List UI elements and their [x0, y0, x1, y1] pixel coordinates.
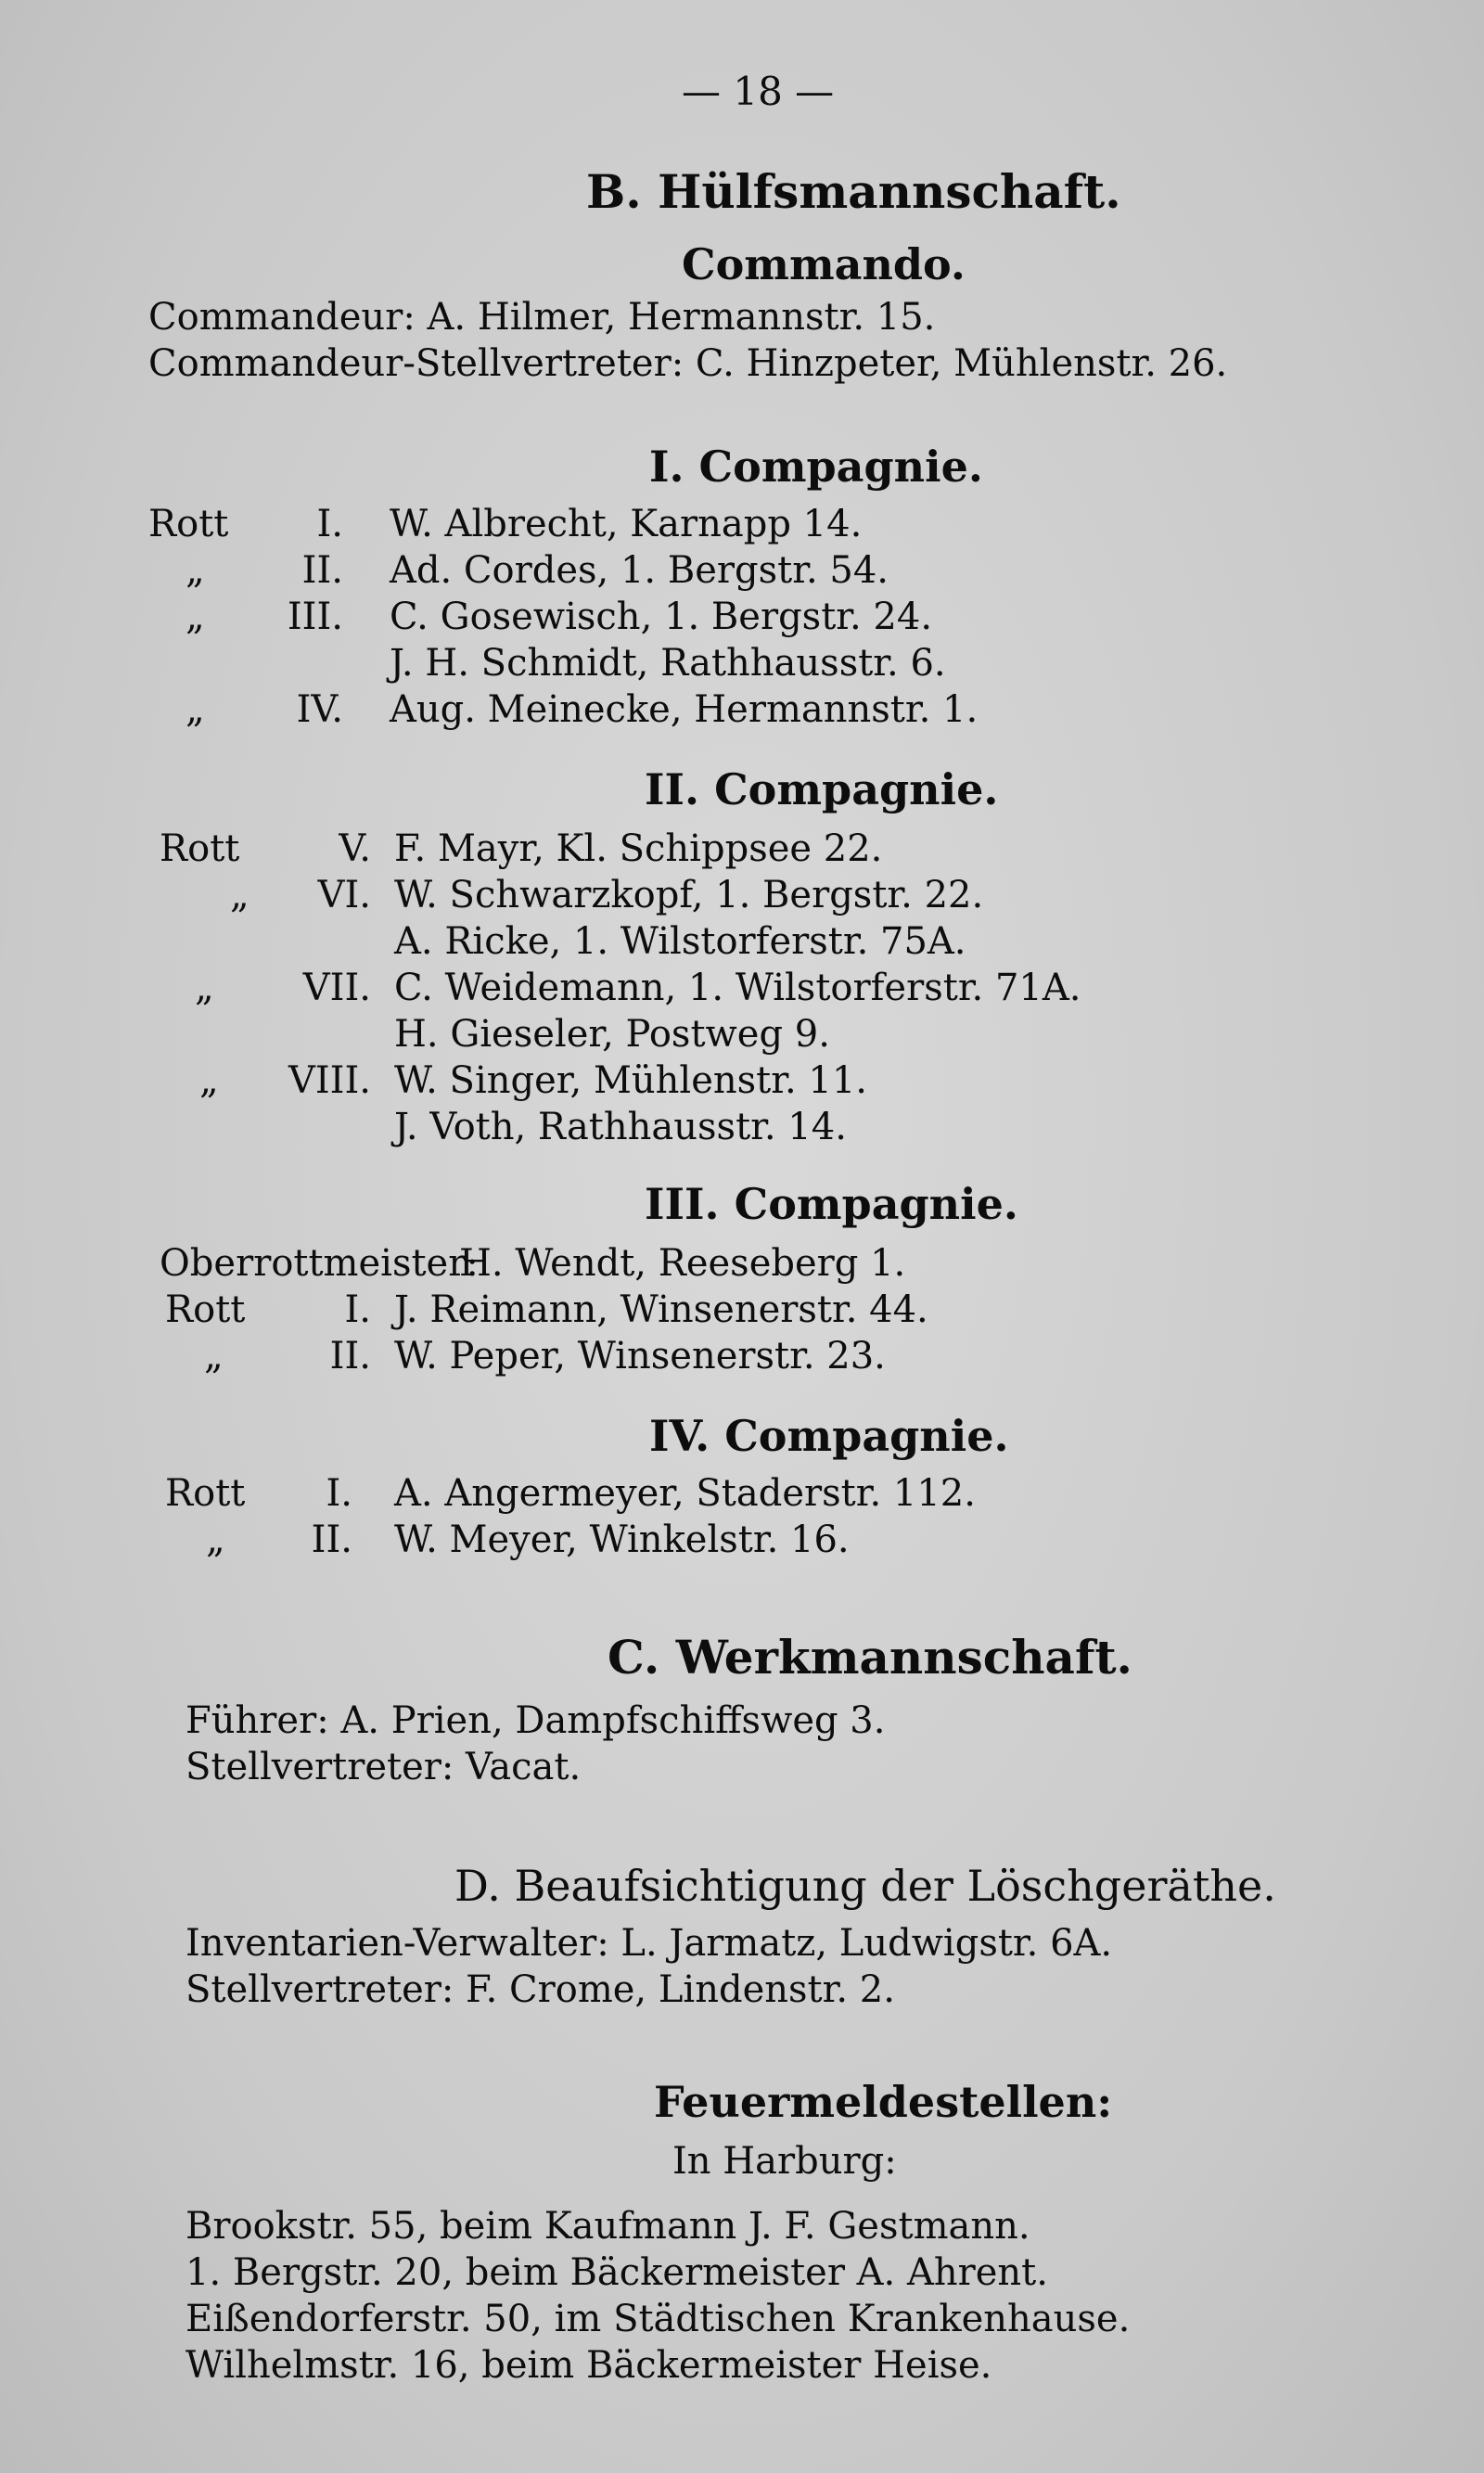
company-heading: III. Compagnie. — [645, 1179, 1018, 1229]
row-text: C. Gosewisch, 1. Bergstr. 24. — [390, 596, 933, 638]
row-number: I. — [316, 503, 343, 545]
row-text: J. H. Schmidt, Rathhausstr. 6. — [390, 642, 946, 685]
feuermelde-line: Wilhelmstr. 16, beim Bäckermeister Heise. — [186, 2344, 992, 2387]
row-label: „ — [230, 874, 249, 916]
row-text: W. Singer, Mühlenstr. 11. — [394, 1059, 868, 1102]
row-number: II. — [311, 1518, 352, 1561]
row-text: H. Wendt, Reeseberg 1. — [459, 1242, 906, 1285]
section-b-title: B. Hülfsmannschaft. — [586, 164, 1121, 219]
section-d-title: D. Beaufsichtigung der Löschgeräthe. — [454, 1861, 1276, 1911]
row-text: C. Weidemann, 1. Wilstorferstr. 71A. — [394, 967, 1081, 1009]
row-number: I. — [344, 1288, 371, 1331]
section-c-line: Stellvertreter: Vacat. — [186, 1746, 582, 1788]
row-label: Rott — [165, 1472, 246, 1515]
row-text: H. Gieseler, Postweg 9. — [394, 1013, 830, 1056]
section-c-line: Führer: A. Prien, Dampfschiffsweg 3. — [186, 1699, 886, 1742]
row-label: Oberrottmeister: — [160, 1242, 479, 1285]
row-text: W. Peper, Winsenerstr. 23. — [394, 1335, 886, 1377]
row-text: A. Angermeyer, Staderstr. 112. — [394, 1472, 976, 1515]
section-d-line: Stellvertreter: F. Crome, Lindenstr. 2. — [186, 1968, 895, 2011]
row-label: „ — [206, 1518, 225, 1561]
feuermelde-line: 1. Bergstr. 20, beim Bäckermeister A. Ahrent. — [186, 2251, 1048, 2294]
page-number: — 18 — — [682, 69, 835, 114]
company-heading: IV. Compagnie. — [649, 1411, 1009, 1461]
row-text: J. Voth, Rathhausstr. 14. — [394, 1106, 847, 1148]
row-number: VIII. — [288, 1059, 371, 1102]
row-label: „ — [195, 967, 214, 1009]
company-heading: I. Compagnie. — [649, 442, 983, 492]
feuermelde-title: Feuermeldestellen: — [654, 2077, 1113, 2127]
row-label: „ — [186, 596, 205, 638]
row-label: „ — [199, 1059, 219, 1102]
row-text: W. Meyer, Winkelstr. 16. — [394, 1518, 850, 1561]
feuermelde-line: Brookstr. 55, beim Kaufmann J. F. Gestmann. — [186, 2205, 1030, 2248]
row-number: VII. — [302, 967, 371, 1009]
row-number: V. — [339, 827, 371, 870]
row-number: I. — [326, 1472, 352, 1515]
row-number: II. — [329, 1335, 371, 1377]
row-label: „ — [186, 549, 205, 592]
section-c-title: C. Werkmannschaft. — [608, 1630, 1132, 1685]
commando-line: Commandeur-Stellvertreter: C. Hinzpeter, Mühlenstr. 26. — [148, 342, 1228, 385]
row-number: IV. — [296, 688, 343, 731]
row-text: W. Albrecht, Karnapp 14. — [390, 503, 863, 545]
row-label: Rott — [148, 503, 229, 545]
row-text: Ad. Cordes, 1. Bergstr. 54. — [390, 549, 889, 592]
row-number: III. — [287, 596, 343, 638]
row-text: W. Schwarzkopf, 1. Bergstr. 22. — [394, 874, 984, 916]
commando-line: Commandeur: A. Hilmer, Hermannstr. 15. — [148, 296, 936, 339]
row-label: „ — [204, 1335, 224, 1377]
row-number: VI. — [317, 874, 371, 916]
row-number: II. — [301, 549, 343, 592]
commando-heading: Commando. — [682, 239, 966, 289]
row-label: „ — [186, 688, 205, 731]
row-text: F. Mayr, Kl. Schippsee 22. — [394, 827, 883, 870]
feuermelde-subtitle: In Harburg: — [672, 2140, 897, 2183]
section-d-line: Inventarien-Verwalter: L. Jarmatz, Ludwigstr. 6A. — [186, 1922, 1113, 1965]
row-text: J. Reimann, Winsenerstr. 44. — [394, 1288, 928, 1331]
row-label: Rott — [160, 827, 240, 870]
row-text: Aug. Meinecke, Hermannstr. 1. — [390, 688, 979, 731]
row-text: A. Ricke, 1. Wilstorferstr. 75A. — [394, 920, 966, 963]
row-label: Rott — [165, 1288, 246, 1331]
feuermelde-line: Eißendorferstr. 50, im Städtischen Krankenhause. — [186, 2298, 1131, 2340]
company-heading: II. Compagnie. — [645, 764, 999, 814]
